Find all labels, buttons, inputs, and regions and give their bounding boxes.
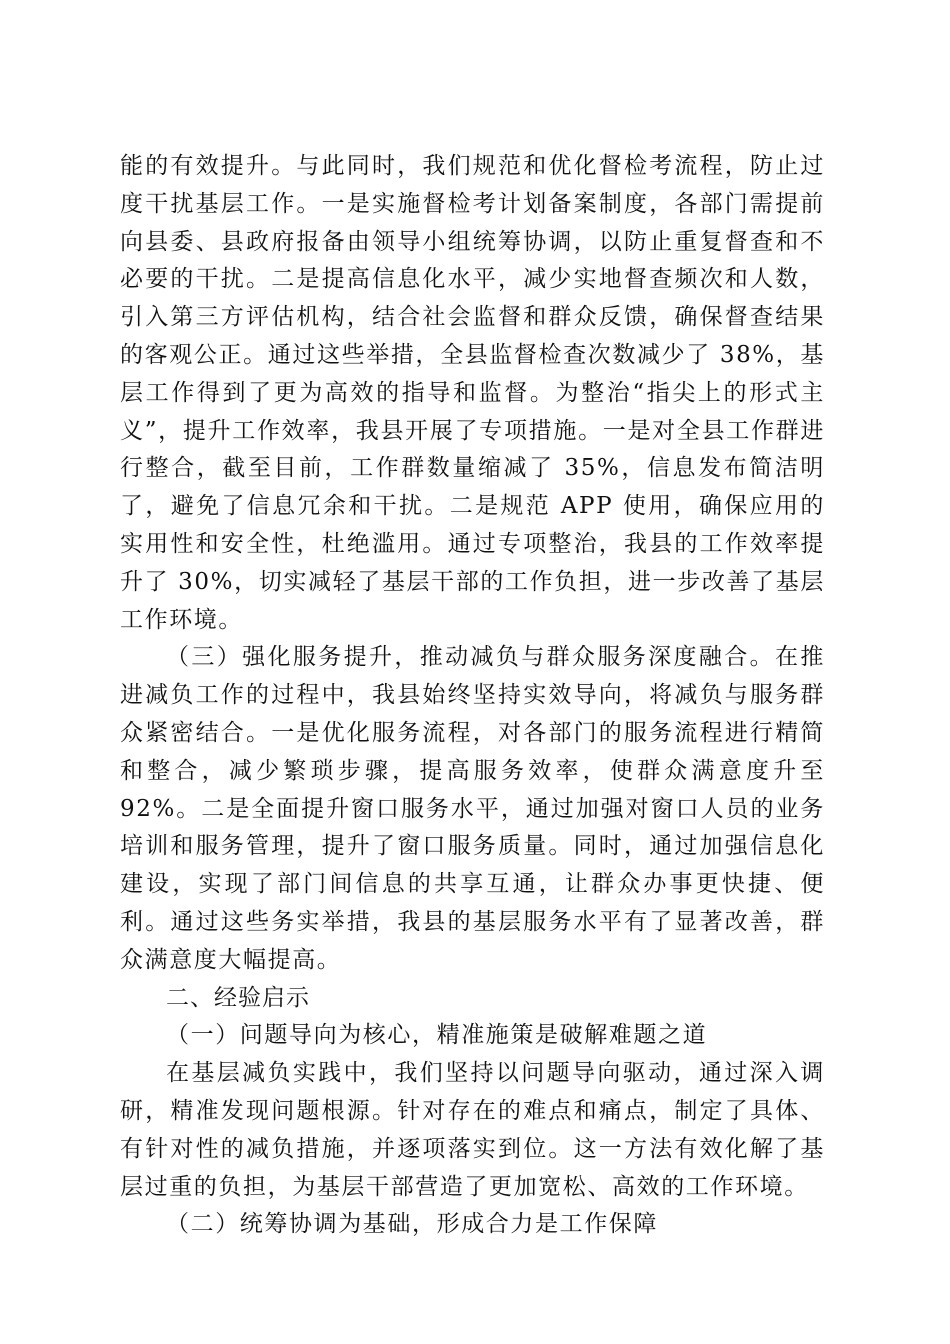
paragraph-lead-heading: （三）强化服务提升，推动减负与群众服务深度融合。 — [166, 644, 776, 671]
paragraph-body-text: 在推进减负工作的过程中，我县始终坚持实效导向，将减负与服务群众紧密结合。一是优化服务流程，对各部门的服务流程进行精简和整合，减少繁琐步骤，提高服务效率，使群众满意度升至 92%。二是全面提升窗口服务水平，通过加强对窗口人员的业务培训和服务管理，提升了窗口服务质量。同时，通过加强信息化建设，实现了部门间信息的共享互通，让群众办事更快捷、便利。通过这些务实举措，我县的基层服务水平有了显著改善，群众满意度大幅提高。 — [120, 644, 825, 973]
body-paragraph-service — [120, 639, 825, 979]
section-heading: 二、经验启示 — [166, 984, 310, 1011]
body-paragraph-problem-oriented: 在基层减负实践中，我们坚持以问题导向驱动，通过深入调研，精准发现问题根源。针对存在的难点和痛点，制定了具体、有针对性的减负措施，并逐项落实到位。这一方法有效化解了基层过重的负担，为基层干部营造了更加宽松、高效的工作环境。 — [120, 1060, 825, 1200]
body-paragraph-continued: 能的有效提升。与此同时，我们规范和优化督检考流程，防止过度干扰基层工作。一是实施督检考计划备案制度，各部门需提前向县委、县政府报备由领导小组统筹协调，以防止重复督查和不必要的干扰。二是提高信息化水平，减少实地督查频次和人数，引入第三方评估机构，结合社会监督和群众反馈，确保督查结果的客观公正。通过这些举措，全县监督检查次数减少了 38%，基层工作得到了更为高效的指导和监督。为整治“指尖上的形式主义”，提升工作效率，我县开展了专项措施。一是对全县工作群进行整合，截至目前，工作群数量缩减了 35%，信息发布简洁明了，避免了信息冗余和干扰。二是规范 APP 使用，确保应用的实用性和安全性，杜绝滥用。通过专项整治，我县的工作效率提升了 30%，切实减轻了基层干部的工作负担，进一步改善了基层工作环境。 — [120, 153, 825, 633]
subsection-heading-1: （一）问题导向为核心，精准施策是破解难题之道 — [166, 1022, 708, 1049]
document-body — [120, 148, 825, 1244]
subsection-heading-2: （二）统筹协调为基础，形成合力是工作保障 — [166, 1211, 658, 1238]
